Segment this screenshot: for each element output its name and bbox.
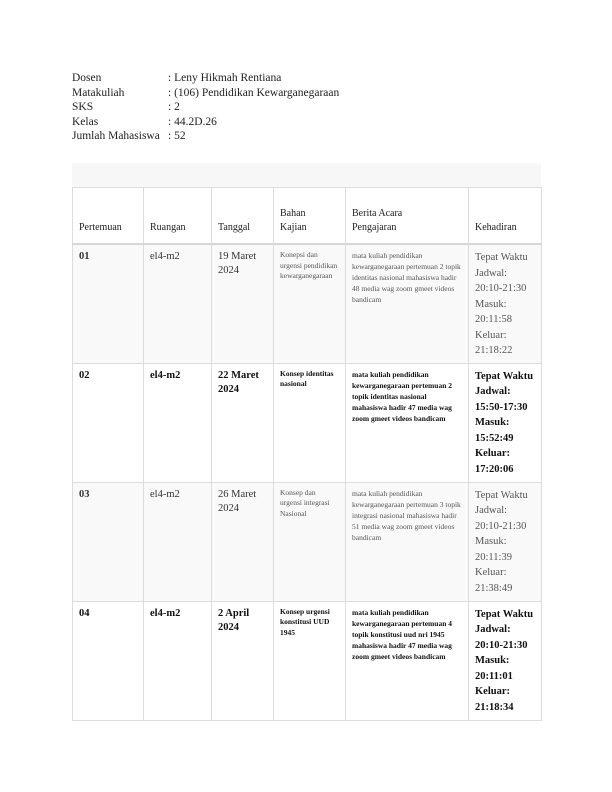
cell-berita-acara: mata kuliah pendidikan kewarganegaraan pertemuan 3 topik integrasi nasional mahasiswa hadir 51 media wag zoom gmeet videos bandicam xyxy=(346,482,469,601)
course-info xyxy=(72,71,339,144)
info-value: : (106) Pendidikan Kewarganegaraan xyxy=(168,86,340,99)
info-value: : 2 xyxy=(168,101,180,113)
cell-kehadiran xyxy=(469,601,542,720)
attendance-schedule-label: Jadwal: xyxy=(475,386,511,397)
header-bahan-line1: Bahan xyxy=(280,208,306,219)
attendance-out-time: 21:18:22 xyxy=(475,345,513,356)
header-pertemuan: Pertemuan xyxy=(73,188,144,245)
header-berita-line2: Pengajaran xyxy=(352,222,397,233)
info-row-matakuliah xyxy=(72,86,339,101)
attendance-in-time: 20:11:01 xyxy=(475,670,513,682)
attendance-out-time: 21:18:34 xyxy=(475,701,514,713)
cell-ruangan: el4-m2 xyxy=(144,244,212,363)
cell-tanggal: 2 April 2024 xyxy=(212,601,274,720)
cell-kehadiran xyxy=(469,482,542,601)
attendance-out-label: Keluar: xyxy=(475,329,507,341)
info-label: Kelas xyxy=(72,115,99,128)
attendance-schedule: 20:10-21:30 xyxy=(475,283,527,294)
cell-kehadiran xyxy=(469,363,542,482)
header-kehadiran: Kehadiran xyxy=(469,188,542,245)
attendance-in-label: Masuk: xyxy=(475,536,507,547)
info-value: : 44.2D.26 xyxy=(168,115,217,128)
header-berita-acara xyxy=(346,188,469,245)
attendance-status: Tepat Waktu xyxy=(475,370,534,382)
cell-tanggal: 19 Maret 2024 xyxy=(212,244,274,363)
info-label: SKS xyxy=(72,101,94,113)
cell-pertemuan: 01 xyxy=(73,244,144,363)
cell-bahan-kajian: Konepsi dan urgensi pendidikan kewarganegaraan xyxy=(274,244,346,363)
table-row xyxy=(73,482,542,601)
cell-pertemuan: 02 xyxy=(73,363,144,482)
table-header-row xyxy=(73,188,542,245)
attendance-out-label: Keluar: xyxy=(475,448,510,459)
attendance-in-time: 15:52:49 xyxy=(475,432,514,444)
cell-tanggal: 22 Maret 2024 xyxy=(212,363,274,482)
header-tanggal: Tanggal xyxy=(212,188,274,245)
table-row xyxy=(73,363,542,482)
cell-ruangan: el4-m2 xyxy=(144,601,212,720)
header-ruangan: Ruangan xyxy=(144,188,212,245)
cell-bahan-kajian: Konsep identitas nasional xyxy=(274,363,346,482)
attendance-out-time: 17:20:06 xyxy=(475,463,514,475)
cell-ruangan: el4-m2 xyxy=(144,482,212,601)
table-row xyxy=(73,244,542,363)
info-value: : Leny Hikmah Rentiana xyxy=(168,72,282,84)
cell-ruangan: el4-m2 xyxy=(144,363,212,482)
cell-berita-acara: mata kuliah pendidikan kewarganegaraan pertemuan 2 topik identitas nasional mahasiswa hadir 48 media wag zoom gmeet videos bandicam xyxy=(346,244,469,363)
info-row-kelas xyxy=(72,115,339,130)
info-row-sks xyxy=(72,100,339,115)
attendance-schedule-label: Jadwal: xyxy=(475,624,511,635)
attendance-status: Tepat Waktu xyxy=(475,489,528,501)
table-row xyxy=(73,601,542,720)
cell-pertemuan: 03 xyxy=(73,482,144,601)
cell-pertemuan: 04 xyxy=(73,601,144,720)
attendance-out-label: Keluar: xyxy=(475,686,510,697)
attendance-in-label: Masuk: xyxy=(475,417,510,428)
cell-kehadiran xyxy=(469,244,542,363)
header-berita-line1: Berita Acara xyxy=(352,208,403,219)
table-top-band xyxy=(72,163,541,187)
attendance-out-label: Keluar: xyxy=(475,567,507,578)
cell-tanggal: 26 Maret 2024 xyxy=(212,482,274,601)
attendance-out-time: 21:38:49 xyxy=(475,582,513,594)
attendance-table xyxy=(72,187,542,721)
attendance-in-label: Masuk: xyxy=(475,655,510,666)
attendance-status: Tepat Waktu xyxy=(475,252,528,263)
info-label: Matakuliah xyxy=(72,86,125,99)
attendance-schedule: 15:50-17:30 xyxy=(475,401,528,413)
attendance-in-label: Masuk: xyxy=(475,298,507,310)
info-label: Jumlah Mahasiswa xyxy=(72,130,160,142)
attendance-in-time: 20:11:58 xyxy=(475,314,512,325)
info-row-jumlah-mahasiswa xyxy=(72,129,339,144)
info-value: : 52 xyxy=(168,130,186,142)
cell-bahan-kajian: Konsep urgensi konstitusi UUD 1945 xyxy=(274,601,346,720)
cell-berita-acara: mata kuliah pendidikan kewarganegaraan pertemuan 4 topik konstitusi uud nri 1945 mahasiswa hadir 47 media wag zoom gmeet videos bandicam xyxy=(346,601,469,720)
attendance-in-time: 20:11:39 xyxy=(475,551,512,563)
info-row-dosen xyxy=(72,71,339,86)
info-label: Dosen xyxy=(72,72,102,84)
cell-bahan-kajian: Konsep dan urgensi integrasi Nasional xyxy=(274,482,346,601)
cell-berita-acara: mata kuliah pendidikan kewarganegaraan pertemuan 2 topik identitas nasional mahasiswa hadir 47 media wag zoom gmeet videos bandicam xyxy=(346,363,469,482)
attendance-schedule-label: Jadwal: xyxy=(475,505,508,516)
attendance-schedule-label: Jadwal: xyxy=(475,267,508,279)
attendance-schedule: 20:10-21:30 xyxy=(475,639,528,651)
header-bahan-kajian xyxy=(274,188,346,245)
attendance-status: Tepat Waktu xyxy=(475,608,534,620)
header-bahan-line2: Kajian xyxy=(280,222,307,233)
attendance-schedule: 20:10-21:30 xyxy=(475,520,527,532)
